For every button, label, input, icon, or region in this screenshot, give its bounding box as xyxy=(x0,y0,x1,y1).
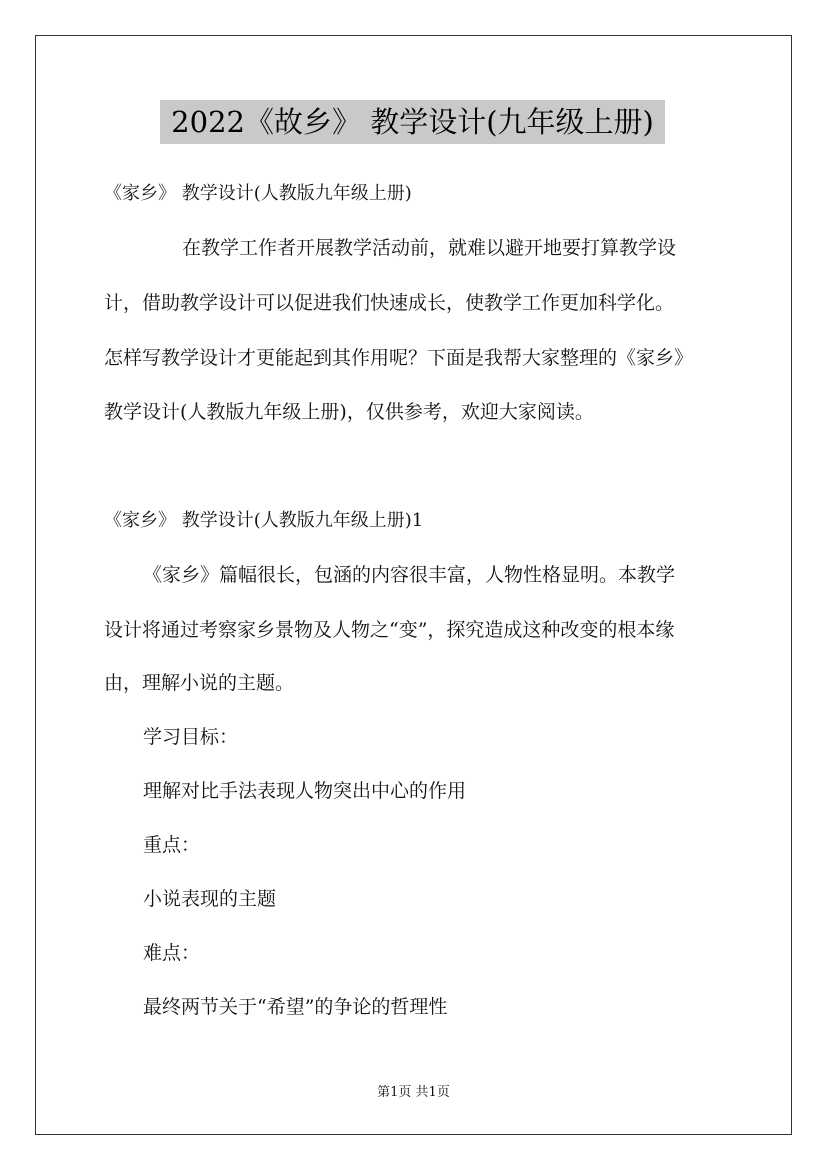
intro-line-4: 教学设计(人教版九年级上册)，仅供参考，欢迎大家阅读。 xyxy=(104,401,594,423)
intro-line-1: 在教学工作者开展教学活动前，就难以避开地要打算教学设 xyxy=(182,237,677,259)
page-footer: 第1页 共1页 xyxy=(377,1085,450,1100)
body-line-1: 《家乡》篇幅很长，包涵的内容很丰富，人物性格显明。本教学 xyxy=(143,564,676,586)
section-heading-difficulties: 难点： xyxy=(143,942,201,964)
section-text-key-points: 小说表现的主题 xyxy=(143,888,277,910)
section-text-goals: 理解对比手法表现人物突出中心的作用 xyxy=(143,780,467,802)
subtitle-2: 《家乡》 教学设计(人教版九年级上册)1 xyxy=(104,510,424,531)
intro-line-2: 计，借助教学设计可以促进我们快速成长，使教学工作更加科学化。 xyxy=(104,292,675,314)
section-heading-goals: 学习目标： xyxy=(143,726,239,748)
document-title: 2022《故乡》 教学设计(九年级上册) xyxy=(160,100,665,144)
body-line-2: 设计将通过考察家乡景物及人物之“变”，探究造成这种改变的根本缘 xyxy=(104,619,675,641)
subtitle-1: 《家乡》 教学设计(人教版九年级上册) xyxy=(104,183,412,204)
body-line-3: 由，理解小说的主题。 xyxy=(104,672,295,694)
intro-line-3: 怎样写教学设计才更能起到其作用呢？下面是我帮大家整理的《家乡》 xyxy=(104,347,694,369)
section-text-difficulties: 最终两节关于“希望”的争论的哲理性 xyxy=(143,996,448,1018)
section-heading-key-points: 重点： xyxy=(143,834,201,856)
